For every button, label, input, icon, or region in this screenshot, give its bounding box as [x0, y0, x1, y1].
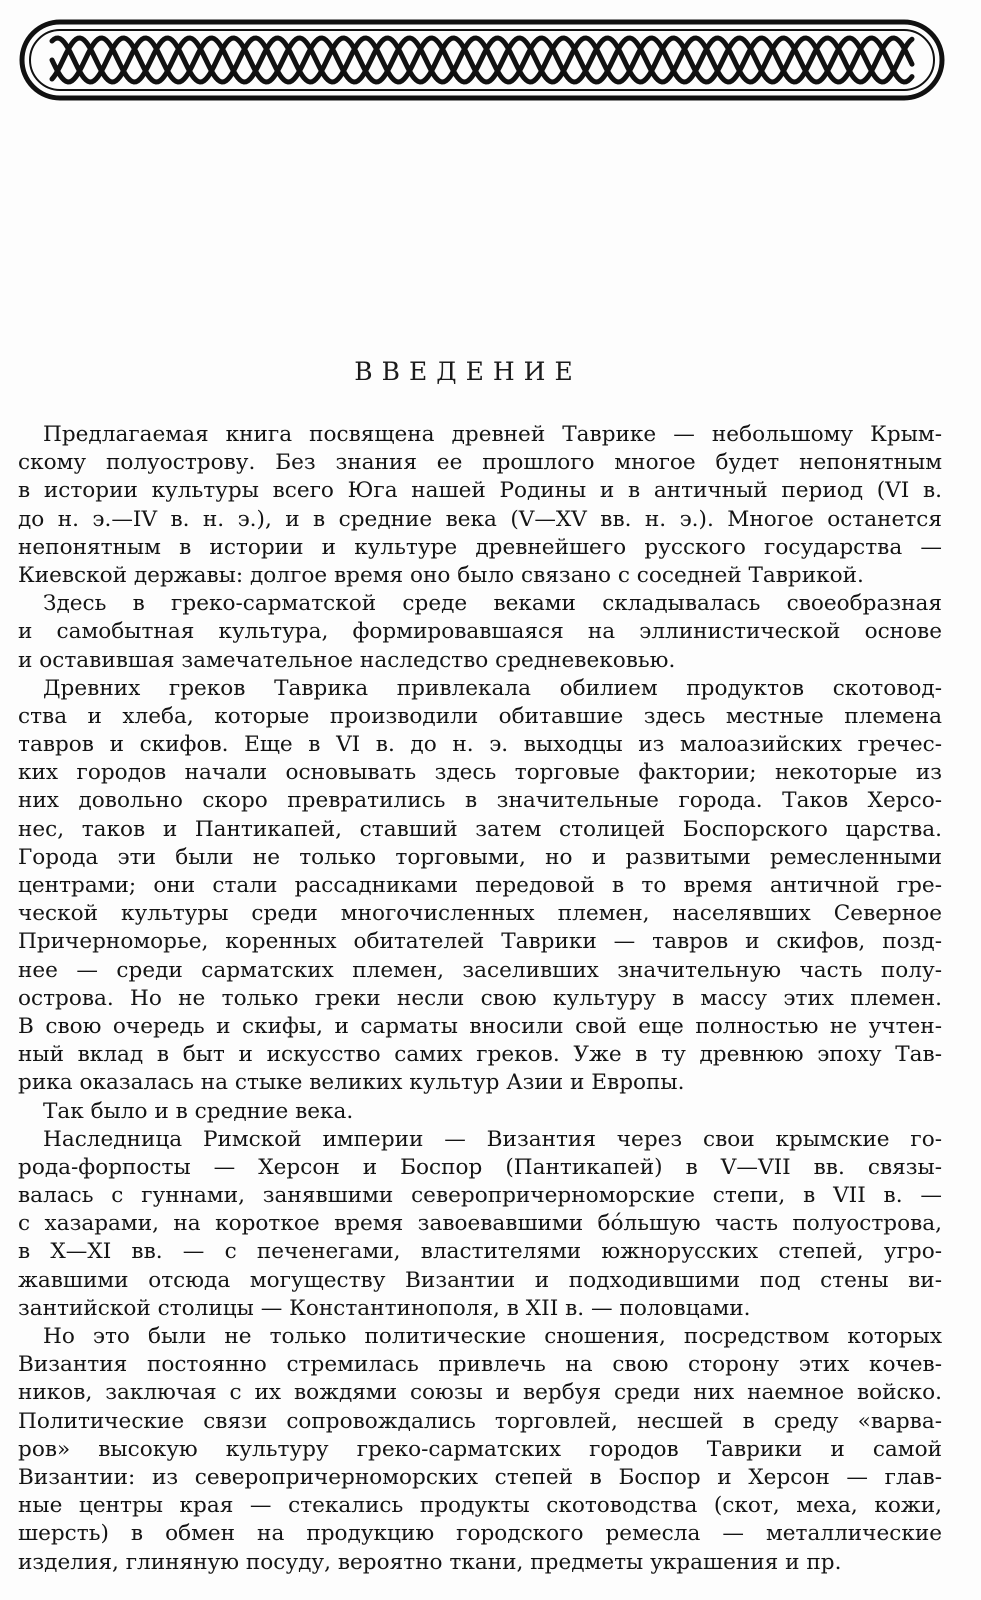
text-line: жавшими отсюда могуществу Византии и подходившими под стены ви- — [18, 1267, 942, 1293]
text-line: нее — среди сарматских племен, заселивших значительную часть полу- — [18, 957, 942, 983]
text-line: Византии: из северопричерноморских степей в Боспор и Херсон — глав- — [18, 1464, 942, 1490]
text-line: ров» высокую культуру греко-сарматских городов Таврики и самой — [18, 1436, 942, 1462]
text-line: и самобытная культура, формировавшаяся на эллинистической основе — [18, 619, 942, 645]
text-line: В свою очередь и скифы, и сарматы вносили свой еще полностью не учтен- — [18, 1013, 942, 1039]
text-line: Киевской державы: долгое время оно было связано с соседней Таврикой. — [18, 562, 864, 588]
text-line: Предлагаемая книга посвящена древней Таврике — небольшому Крым- — [43, 422, 942, 447]
paragraph — [18, 1323, 942, 1577]
text-line: Политические связи сопровождались торговлей, несшей в среду «варва- — [18, 1408, 942, 1434]
text-line: ные центры края — стекались продукты скотоводства (скот, меха, кожи, — [18, 1493, 942, 1519]
paragraph — [18, 675, 942, 1098]
text-line: Города эти были не только торговыми, но и развитыми ремесленными — [18, 844, 942, 870]
paragraph — [18, 421, 942, 590]
chapter-title: ВВЕДЕНИЕ — [354, 357, 582, 386]
text-line: Причерноморье, коренных обитателей Таврики — тавров и скифов, позд- — [18, 929, 942, 955]
text-line: зантийской столицы — Константинополя, в XII в. — половцами. — [18, 1295, 751, 1321]
text-line: острова. Но не только греки несли свою культуру в массу этих племен. — [18, 985, 942, 1011]
text-line: в истории культуры всего Юга нашей Родины и в античный период (VI в. — [18, 478, 942, 504]
text-line: Византия постоянно стремилась привлечь на свою сторону этих кочев- — [18, 1352, 942, 1378]
text-line: Здесь в греко-сарматской среде веками складывалась своеобразная — [43, 591, 942, 617]
paragraph — [18, 1098, 942, 1126]
text-line: ческой культуры среди многочисленных племен, населявших Северное — [18, 901, 942, 927]
text-line: ников, заключая с их вождями союзы и вербуя среди них наемное войско. — [18, 1380, 942, 1406]
text-line: ный вклад в быт и искусство самих греков. Уже в ту древнюю эпоху Тав- — [18, 1042, 942, 1068]
text-line: нес, таков и Пантикапей, ставший затем столицей Боспорского царства. — [18, 816, 942, 842]
text-line: в X—XI вв. — с печенегами, властителями южнорусских степей, угро- — [18, 1239, 942, 1265]
text-line: них довольно скоро превратились в значительные города. Таков Херсо- — [18, 788, 942, 814]
braid-ornament — [18, 18, 946, 102]
text-line: рика оказалась на стыке великих культур Азии и Европы. — [18, 1070, 685, 1096]
text-line: центрами; они стали рассадниками передовой в то время античной гре- — [18, 873, 942, 898]
body-text — [18, 421, 942, 1577]
text-line: и оставившая замечательное наследство средневековью. — [18, 647, 676, 673]
text-line: скому полуострову. Без знания ее прошлого многое будет непонятным — [18, 450, 942, 476]
text-line: ких городов начали основывать здесь торговые фактории; некоторые из — [18, 760, 942, 786]
text-line: с хазарами, на короткое время завоевавшими бо́льшую часть полуострова, — [18, 1211, 942, 1237]
paragraph — [18, 1126, 942, 1323]
text-line: Так было и в средние века. — [43, 1098, 354, 1124]
text-line: шерсть) в обмен на продукцию городского ремесла — металлические — [18, 1521, 942, 1547]
text-line: рода-форпосты — Херсон и Боспор (Пантикапей) в V—VII вв. связы- — [18, 1154, 942, 1180]
text-line: до н. э.—IV в. н. э.), и в средние века (V—XV вв. н. э.). Многое останется — [18, 506, 942, 532]
text-line: ства и хлеба, которые производили обитавшие здесь местные племена — [18, 703, 942, 729]
text-line: Древних греков Таврика привлекала обилием продуктов скотовод- — [43, 675, 942, 701]
text-line: тавров и скифов. Еще в VI в. до н. э. выходцы из малоазийских гречес- — [18, 732, 942, 758]
text-line: Но это были не только политические сношения, посредством которых — [43, 1324, 942, 1349]
text-line: валась с гуннами, занявшими северопричерноморские степи, в VII в. — — [18, 1183, 942, 1209]
text-line: изделия, глиняную посуду, вероятно ткани, предметы украшения и пр. — [18, 1549, 842, 1575]
text-line: непонятным в истории и культуре древнейшего русского государства — — [18, 534, 942, 560]
paragraph — [18, 590, 942, 675]
text-line: Наследница Римской империи — Византия через свои крымские го- — [43, 1126, 942, 1152]
